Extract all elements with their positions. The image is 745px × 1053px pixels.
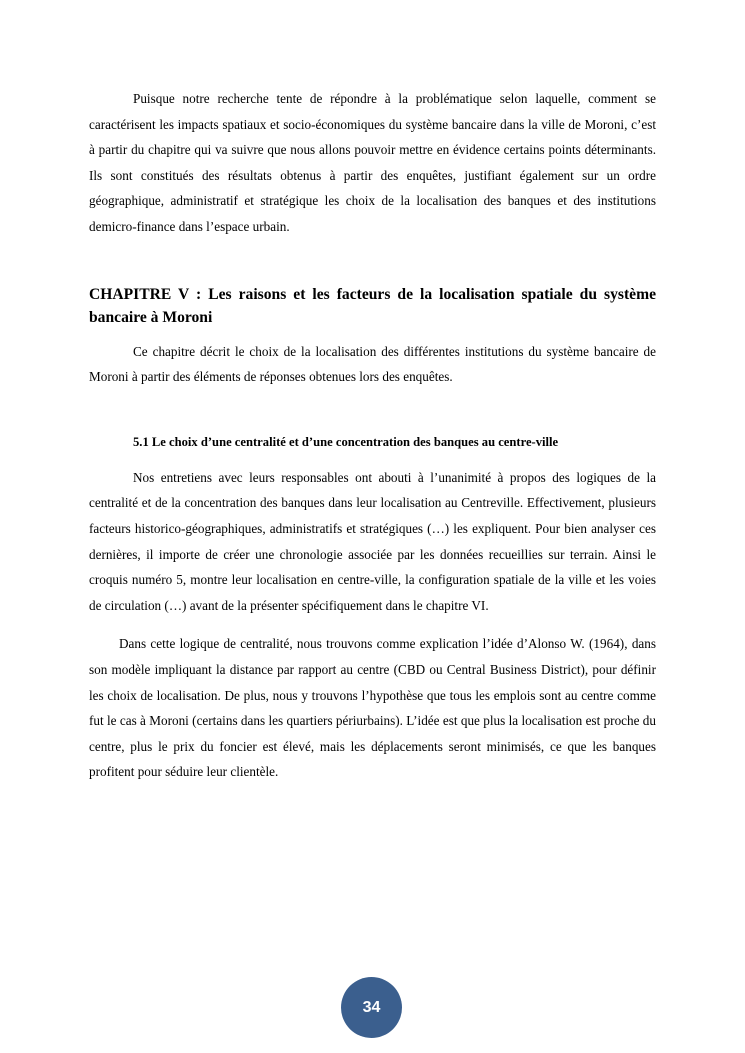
section-paragraph-1: Nos entretiens avec leurs responsables ont abouti à l’unanimité à propos des logiques de la centralité et de la concentration des banques dans leur localisation au Centreville. Effectivement, plusieurs facteurs historico-géographiques, administratifs et stratégiques (…) les expliquent. Pour bien analyser ces dernières, il importe de créer une chronologie associée par les données recueillies sur terrain. Ainsi le croquis numéro 5, montre leur localisation en centre-ville, la configuration spatiale de la ville et les voies de circulation (…) avant de la présenter spécifiquement dans le chapitre VI. — [89, 469, 656, 613]
intro-paragraph: Puisque notre recherche tente de répondre à la problématique selon laquelle, comment se caractérisent les impacts spatiaux et socio-économiques du système bancaire dans la ville de Moroni, c’est à partir du chapitre qui va suivre que nous allons pouvoir mettre en évidence certains points déterminants. Ils sont constitués des résultats obtenus à partir des enquêtes, justifiant également sur un ordre géographique, administratif et stratégique les choix de la localisation des banques et des institutions demicro-finance dans l’espace urbain. — [89, 91, 656, 234]
section-title: 5.1 Le choix d’une centralité et d’une concentration des banques au centre-ville — [133, 434, 559, 449]
page-number-badge — [341, 977, 402, 1038]
chapter-intro-paragraph: Ce chapitre décrit le choix de la localisation des différentes institutions du système bancaire de Moroni à partir des éléments de réponses obtenues lors des enquêtes. — [89, 343, 656, 385]
section-paragraph-2: Dans cette logique de centralité, nous trouvons comme explication l’idée d’Alonso W. (1964), dans son modèle impliquant la distance par rapport au centre (CBD ou Central Business District), pour définir les choix de localisation. De plus, nous y trouvons l’hypothèse que tous les emplois sont au centre comme fut le cas à Moroni (certains dans les quartiers périurbains). L’idée est que plus la localisation est proche du centre, plus le prix du foncier est élevé, mais les déplacements seront minimisés, ce que les banques profitent pour séduire leur clientèle. — [89, 636, 656, 780]
chapter-title: CHAPITRE V : Les raisons et les facteurs de la localisation spatiale du système bancaire à Moroni — [89, 285, 656, 326]
document-page — [89, 86, 656, 785]
page-number: 34 — [362, 998, 381, 1016]
